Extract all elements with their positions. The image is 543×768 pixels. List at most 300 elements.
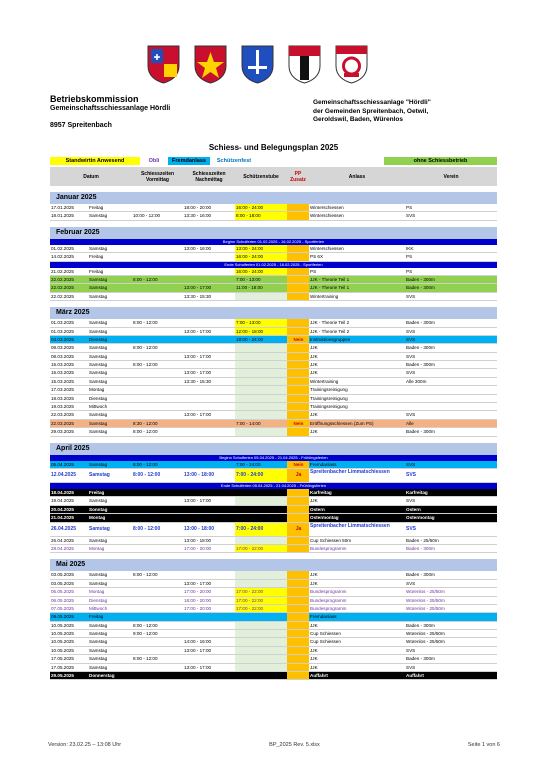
- morning-cell: [132, 489, 183, 496]
- stube-cell: 7:00 - 24:00: [236, 461, 261, 467]
- verein-cell: Baden - 300m: [406, 276, 435, 282]
- afternoon-cell: 17:00 - 20:00: [184, 589, 212, 595]
- afternoon-cell: [183, 403, 235, 410]
- legend-item: Standwirtin Anwesend: [50, 157, 140, 165]
- anlass-cell: Spreitenbacher Limmatschiessen: [310, 468, 390, 475]
- stube-cell: [235, 514, 287, 521]
- verein-cell: SVS: [406, 664, 416, 670]
- afternoon-cell: 13:00 - 17:00: [184, 353, 212, 359]
- date-cell: 03.05.2025: [51, 572, 74, 578]
- morning-cell: [132, 253, 183, 260]
- weekday-cell: Samstag: [89, 647, 108, 653]
- weekday-cell: Donnerstag: [89, 673, 115, 679]
- verein-cell: Baden - 25/50m: [406, 537, 439, 543]
- verein-cell: Baden - 300m: [406, 656, 435, 662]
- footer: [48, 742, 500, 748]
- afternoon-cell: 13:00 - 17:00: [184, 328, 212, 334]
- pp-cell: [287, 253, 309, 260]
- date-cell: 26.04.2025: [51, 537, 74, 543]
- morning-cell: [132, 284, 183, 291]
- schedule-row: [50, 605, 497, 613]
- pp-cell: Ja: [287, 523, 309, 536]
- morning-cell: [132, 378, 183, 385]
- stube-cell: [235, 622, 287, 629]
- weekday-cell: Mittwoch: [89, 404, 108, 410]
- pp-cell: [287, 613, 309, 620]
- afternoon-cell: 13:00 - 18:00: [184, 525, 215, 532]
- morning-cell: [132, 353, 183, 360]
- verein-cell: Würenlos - 25/50m: [406, 605, 445, 611]
- weekday-cell: Samstag: [89, 345, 108, 351]
- weekday-cell: Samstag: [89, 353, 108, 359]
- morning-cell: [132, 506, 183, 513]
- schedule-row: [50, 655, 497, 663]
- weekday-cell: Montag: [89, 589, 105, 595]
- anlass-cell: JJK: [310, 647, 318, 653]
- date-cell: 10.05.2025: [51, 622, 74, 628]
- date-cell: 08.03.2025: [51, 353, 74, 359]
- afternoon-cell: 18:00 - 20:00: [184, 205, 212, 210]
- afternoon-cell: [183, 514, 235, 521]
- date-cell: 22.03.2025: [51, 420, 74, 426]
- schedule-row: [50, 647, 497, 655]
- weekday-cell: Samstag: [89, 622, 108, 628]
- schedule-row: [50, 353, 497, 361]
- schedule-row: [50, 497, 497, 505]
- schedule-row: [50, 268, 497, 276]
- stube-cell: 16:00 - 24:00: [235, 253, 287, 260]
- weekday-cell: Samstag: [89, 656, 108, 662]
- pp-cell: Nein: [287, 336, 309, 343]
- stube-cell: 7:00 - 24:00: [235, 523, 287, 536]
- schedule-row: [50, 630, 497, 638]
- weekday-cell: Samstag: [89, 498, 108, 504]
- pp-cell: [287, 647, 309, 654]
- crest-4-icon: [287, 44, 322, 84]
- anlass-cell: Winterschiessen: [310, 213, 344, 219]
- pp-cell: [287, 276, 309, 283]
- schedule-row: [50, 411, 497, 419]
- stube-cell: [235, 655, 287, 662]
- morning-cell: [132, 638, 183, 645]
- weekday-cell: Samstag: [89, 412, 108, 418]
- anlass-cell: JJK - Theorie Teil 1: [310, 285, 350, 291]
- date-cell: 29.03.2025: [51, 429, 74, 435]
- morning-cell: 8:00 - 12:00: [133, 525, 161, 532]
- weekday-cell: Samstag: [89, 525, 110, 532]
- schedule-row: [50, 336, 497, 344]
- weekday-cell: Sonntag: [89, 506, 108, 512]
- stube-cell: [235, 411, 287, 418]
- column-header: [50, 167, 497, 186]
- holiday-banner: Ende Schulferien 01.02.2025 - 16.02.2025 - Sportferien: [50, 262, 497, 268]
- schedule-row: [50, 284, 497, 292]
- weekday-cell: Samstag: [89, 580, 108, 586]
- facility-line-3: Geroldswil, Baden, Würenlos: [313, 116, 403, 124]
- col-pp: PP Zusatz: [290, 170, 306, 183]
- date-cell: 05.04.2025: [51, 461, 74, 467]
- stube-cell: 17:00 - 22:00: [235, 588, 287, 595]
- anlass-cell: Wintertraining: [310, 378, 339, 384]
- afternoon-cell: [183, 336, 235, 343]
- pp-cell: [287, 489, 309, 496]
- stube-cell: 7:00 - 13:00: [236, 276, 261, 282]
- weekday-cell: Freitag: [89, 268, 104, 274]
- col-nachmittag: Schiesszeiten Nachmittag: [192, 170, 226, 183]
- afternoon-cell: 13:00 - 16:00: [184, 245, 212, 251]
- date-cell: 22.03.2025: [51, 412, 74, 418]
- weekday-cell: Samstag: [89, 471, 110, 478]
- morning-cell: 10:00 - 12:00: [133, 213, 161, 219]
- col-anlass: Anlass: [348, 173, 366, 180]
- afternoon-cell: [183, 489, 235, 496]
- stube-cell: [235, 497, 287, 504]
- date-cell: 17.03.2025: [51, 387, 74, 393]
- afternoon-cell: [183, 428, 235, 435]
- weekday-cell: Dienstag: [89, 597, 108, 603]
- date-cell: 18.03.2025: [51, 395, 74, 401]
- afternoon-cell: [183, 461, 235, 468]
- verein-cell: IKK: [406, 245, 414, 251]
- date-cell: 28.04.2025: [51, 545, 74, 551]
- weekday-cell: Samstag: [89, 320, 108, 326]
- afternoon-cell: [183, 386, 235, 393]
- anlass-cell: JJK: [310, 412, 318, 418]
- schedule-row: [50, 597, 497, 605]
- date-cell: 08.03.2025: [51, 345, 74, 351]
- afternoon-cell: [183, 622, 235, 629]
- verein-cell: Baden - 300m: [406, 320, 435, 326]
- date-cell: 15.03.2025: [51, 362, 74, 368]
- stube-cell: 17:00 - 22:00: [235, 597, 287, 604]
- weekday-cell: Samstag: [89, 429, 108, 435]
- date-cell: 10.05.2025: [51, 647, 74, 653]
- stube-cell: [235, 571, 287, 578]
- anlass-cell: JJK: [310, 370, 318, 376]
- weekday-cell: Samstag: [89, 664, 108, 670]
- stube-cell: 16:00 - 24:00: [235, 204, 287, 211]
- morning-cell: [132, 369, 183, 376]
- anlass-cell: JJK: [310, 664, 318, 670]
- afternoon-cell: [183, 571, 235, 578]
- verein-cell: Karfreitag: [406, 489, 428, 495]
- schedule-row: [50, 328, 497, 336]
- anlass-cell: JJK: [310, 498, 318, 504]
- anlass-cell: JJK: [310, 353, 318, 359]
- weekday-cell: Dienstag: [89, 336, 108, 342]
- date-cell: 17.01.2025: [51, 205, 74, 210]
- pp-cell: [287, 672, 309, 679]
- afternoon-cell: [183, 506, 235, 513]
- verein-cell: Auffahrt: [406, 673, 424, 679]
- weekday-cell: Samstag: [89, 378, 108, 384]
- weekday-cell: Samstag: [89, 293, 108, 299]
- schedule-row: [50, 428, 497, 436]
- date-cell: 09.05.2025: [51, 614, 74, 620]
- schedule-row: [50, 638, 497, 646]
- date-cell: 07.05.2025: [51, 605, 74, 611]
- afternoon-cell: 13:00 - 18:00: [184, 471, 215, 478]
- stube-cell: [235, 369, 287, 376]
- pp-cell: Ja: [287, 469, 309, 482]
- morning-cell: [132, 588, 183, 595]
- verein-cell: Baden - 300m: [406, 622, 435, 628]
- stube-cell: 16:00 - 24:00: [235, 268, 287, 275]
- afternoon-cell: [183, 630, 235, 637]
- stube-cell: [235, 428, 287, 435]
- schedule-row: [50, 588, 497, 596]
- col-stube: Schützenstube: [243, 173, 279, 180]
- stube-cell: [235, 537, 287, 544]
- morning-cell: [132, 545, 183, 552]
- stube-cell: [235, 613, 287, 620]
- anlass-cell: Cup Schiessen: [310, 631, 341, 637]
- pp-cell: [287, 319, 309, 326]
- holiday-banner: Ende Schulferien 05.04.2025 - 21.04.2025 - Frühlingsferien: [50, 483, 497, 489]
- morning-cell: [132, 395, 183, 402]
- morning-cell: [132, 580, 183, 587]
- verein-cell: PS: [406, 268, 413, 274]
- pp-cell: [287, 545, 309, 552]
- verein-cell: SVS: [406, 471, 417, 478]
- schedule-row: [50, 212, 497, 220]
- weekday-cell: Samstag: [89, 285, 108, 291]
- anlass-cell: PS 6X: [310, 254, 324, 260]
- stube-cell: [235, 378, 287, 385]
- verein-cell: Würenlos - 25/50m: [406, 589, 445, 595]
- afternoon-cell: [183, 319, 235, 326]
- pp-cell: [287, 369, 309, 376]
- verein-cell: [405, 613, 497, 620]
- stube-cell: [235, 344, 287, 351]
- schedule-row: [50, 580, 497, 588]
- holiday-banner: Beginn Schulferien 01.02.2025 - 16.02.2025 - Sportferien: [50, 239, 497, 245]
- pp-cell: [287, 268, 309, 275]
- pp-cell: [287, 395, 309, 402]
- weekday-cell: Samstag: [89, 537, 108, 543]
- date-cell: 18.01.2025: [51, 213, 74, 219]
- org-subtitle: Gemeinschaftsschiessanlage Hördli: [50, 105, 171, 112]
- afternoon-cell: 13:00 - 18:00: [184, 537, 212, 543]
- org-title: Betriebskommission: [50, 94, 139, 104]
- stube-cell: 7:00 - 24:00: [235, 469, 287, 482]
- weekday-cell: Montag: [89, 387, 105, 393]
- afternoon-cell: [183, 253, 235, 260]
- morning-cell: [132, 672, 183, 679]
- verein-cell: [405, 395, 497, 402]
- afternoon-cell: 17:00 - 20:00: [184, 605, 212, 611]
- stube-cell: 8:00 - 18:00: [235, 212, 287, 219]
- month-header: Januar 2025: [50, 192, 497, 204]
- morning-cell: 8:30 - 12:00: [133, 420, 158, 426]
- pp-cell: [287, 293, 309, 300]
- anlass-cell: Bundesprogramm: [310, 605, 347, 611]
- anlass-cell: Ostern: [310, 506, 325, 512]
- date-cell: 19.03.2025: [51, 404, 74, 410]
- morning-cell: 8:00 - 12:00: [133, 471, 161, 478]
- pp-cell: [287, 580, 309, 587]
- pp-cell: Nein: [287, 461, 309, 468]
- schedule-row: [50, 514, 497, 522]
- pp-cell: [287, 514, 309, 521]
- holiday-banner: Beginn Schulferien 05.04.2025 - 21.04.2025 - Frühlingsferien: [50, 455, 497, 461]
- pp-cell: [287, 204, 309, 211]
- page-title: Schiess- und Belegungsplan 2025: [208, 143, 339, 152]
- stube-cell: [235, 361, 287, 368]
- schedule-row: [50, 506, 497, 514]
- date-cell: 05.05.2025: [51, 589, 74, 595]
- afternoon-cell: [183, 613, 235, 620]
- schedule-row: [50, 361, 497, 369]
- date-cell: 17.05.2025: [51, 664, 74, 670]
- date-cell: 22.02.2025: [51, 293, 74, 299]
- morning-cell: [132, 537, 183, 544]
- schedule-row: [50, 276, 497, 284]
- anlass-cell: Wintertraining: [310, 293, 339, 299]
- pp-cell: [287, 638, 309, 645]
- schedule-row: [50, 613, 497, 621]
- afternoon-cell: 13:00 - 17:00: [184, 647, 212, 653]
- anlass-cell: JJK - Theorie Teil 2: [310, 320, 350, 326]
- weekday-cell: Dienstag: [89, 395, 108, 401]
- schedule-row: [50, 386, 497, 394]
- stube-cell: [235, 293, 287, 300]
- afternoon-cell: [183, 655, 235, 662]
- verein-cell: SVS: [406, 353, 416, 359]
- stube-cell: [235, 395, 287, 402]
- schedule-row: [50, 537, 497, 545]
- schedule-row: [50, 571, 497, 579]
- stube-cell: 7:00 - 13:00: [235, 319, 287, 326]
- schedule-row: [50, 523, 497, 537]
- schedule-table: [50, 157, 497, 680]
- pp-cell: [287, 428, 309, 435]
- pp-cell: [287, 571, 309, 578]
- stube-cell: [235, 672, 287, 679]
- month-header: März 2025: [50, 307, 497, 319]
- afternoon-cell: [183, 268, 235, 275]
- verein-cell: Baden - 300m: [406, 285, 435, 291]
- stube-cell: 11:00 - 18:00: [236, 285, 263, 291]
- crest-5-icon: [334, 44, 369, 84]
- footer-page: Seite 1 von 6: [467, 742, 500, 748]
- verein-cell: SVS: [406, 336, 416, 342]
- verein-cell: PS: [406, 205, 413, 210]
- morning-cell: [132, 613, 183, 620]
- verein-cell: SVS: [406, 580, 416, 586]
- pp-cell: [287, 655, 309, 662]
- afternoon-cell: 13:30 - 16:00: [184, 213, 212, 219]
- stube-cell: 13:00 - 24:00: [235, 245, 287, 252]
- morning-cell: [132, 647, 183, 654]
- pp-cell: [287, 361, 309, 368]
- verein-cell: SVS: [406, 412, 416, 418]
- afternoon-cell: [183, 276, 235, 283]
- verein-cell: SVS: [406, 498, 416, 504]
- schedule-row: [50, 204, 497, 212]
- morning-cell: [132, 605, 183, 612]
- stube-cell: [235, 580, 287, 587]
- date-cell: 17.05.2025: [51, 656, 74, 662]
- schedule-row: [50, 395, 497, 403]
- date-cell: 01.03.2025: [51, 320, 74, 326]
- anlass-cell: PS: [310, 268, 317, 274]
- month-header: Februar 2025: [50, 227, 497, 239]
- anlass-cell: Fremdanlass: [310, 614, 337, 620]
- afternoon-cell: 13:00 - 17:00: [184, 498, 212, 504]
- morning-cell: [132, 403, 183, 410]
- pp-cell: [287, 284, 309, 291]
- pp-cell: [287, 245, 309, 252]
- verein-cell: SVS: [406, 213, 416, 219]
- weekday-cell: Montag: [89, 515, 106, 521]
- weekday-cell: Samstag: [89, 420, 108, 426]
- anlass-cell: JJK: [310, 656, 318, 662]
- date-cell: 19.04.2025: [51, 498, 74, 504]
- morning-cell: 8:00 - 12:00: [132, 276, 183, 283]
- weekday-cell: Freitag: [89, 254, 104, 260]
- afternoon-cell: 13:00 - 17:00: [184, 285, 212, 291]
- stube-cell: [235, 353, 287, 360]
- morning-cell: [132, 514, 183, 521]
- verein-cell: Ostern: [406, 506, 421, 512]
- date-cell: 10.05.2025: [51, 639, 74, 645]
- morning-cell: 8:00 - 12:00: [133, 345, 158, 351]
- stube-cell: [235, 647, 287, 654]
- verein-cell: SVS: [406, 370, 416, 376]
- schedule-row: [50, 545, 497, 553]
- pp-cell: [287, 403, 309, 410]
- anlass-cell: JJK - Theorie Teil 1: [310, 276, 350, 282]
- org-header: [50, 95, 170, 130]
- afternoon-cell: 14:00 - 16:00: [184, 639, 212, 645]
- schedule-row: [50, 489, 497, 497]
- stube-cell: 12:00 - 18:00: [235, 328, 287, 335]
- anlass-cell: Spreitenbacher Limmatschiessen: [310, 522, 390, 529]
- verein-cell: Würenlos - 25/50m: [406, 639, 445, 645]
- morning-cell: [132, 411, 183, 418]
- afternoon-cell: 13:00 - 17:00: [184, 412, 212, 418]
- verein-cell: [405, 386, 497, 393]
- morning-cell: [132, 664, 183, 671]
- crest-2-icon: [193, 44, 228, 84]
- date-cell: 01.03.2025: [51, 328, 74, 334]
- anlass-cell: JJK: [310, 429, 318, 435]
- date-cell: 18.04.2025: [51, 489, 74, 495]
- weekday-cell: Samstag: [89, 572, 108, 578]
- morning-cell: [132, 245, 183, 252]
- anlass-cell: JJK: [310, 622, 318, 628]
- schedule-row: [50, 369, 497, 377]
- anlass-cell: Bundesprogramm: [310, 545, 347, 551]
- anlass-cell: JJK - Theorie Teil 2: [310, 328, 350, 334]
- date-cell: 15.03.2025: [51, 378, 74, 384]
- afternoon-cell: 13:00 - 17:00: [184, 370, 212, 376]
- stube-cell: [235, 489, 287, 496]
- facility-line-2: der Gemeinden Spreitenbach, Oetwil,: [313, 107, 429, 115]
- legend-item: Obli: [140, 157, 168, 165]
- date-cell: 29.05.2025: [51, 673, 74, 679]
- date-cell: 04.03.2025: [51, 336, 74, 342]
- morning-cell: 8:00 - 12:00: [133, 362, 158, 368]
- pp-cell: [287, 622, 309, 629]
- afternoon-cell: 13:30 - 15:30: [184, 378, 212, 384]
- schedule-row: [50, 622, 497, 630]
- verein-cell: PS: [406, 254, 413, 260]
- date-cell: 26.04.2025: [51, 525, 77, 532]
- anlass-cell: Eröffnungsschiessen (Zum PS): [310, 420, 374, 426]
- afternoon-cell: 17:00 - 20:00: [184, 545, 212, 551]
